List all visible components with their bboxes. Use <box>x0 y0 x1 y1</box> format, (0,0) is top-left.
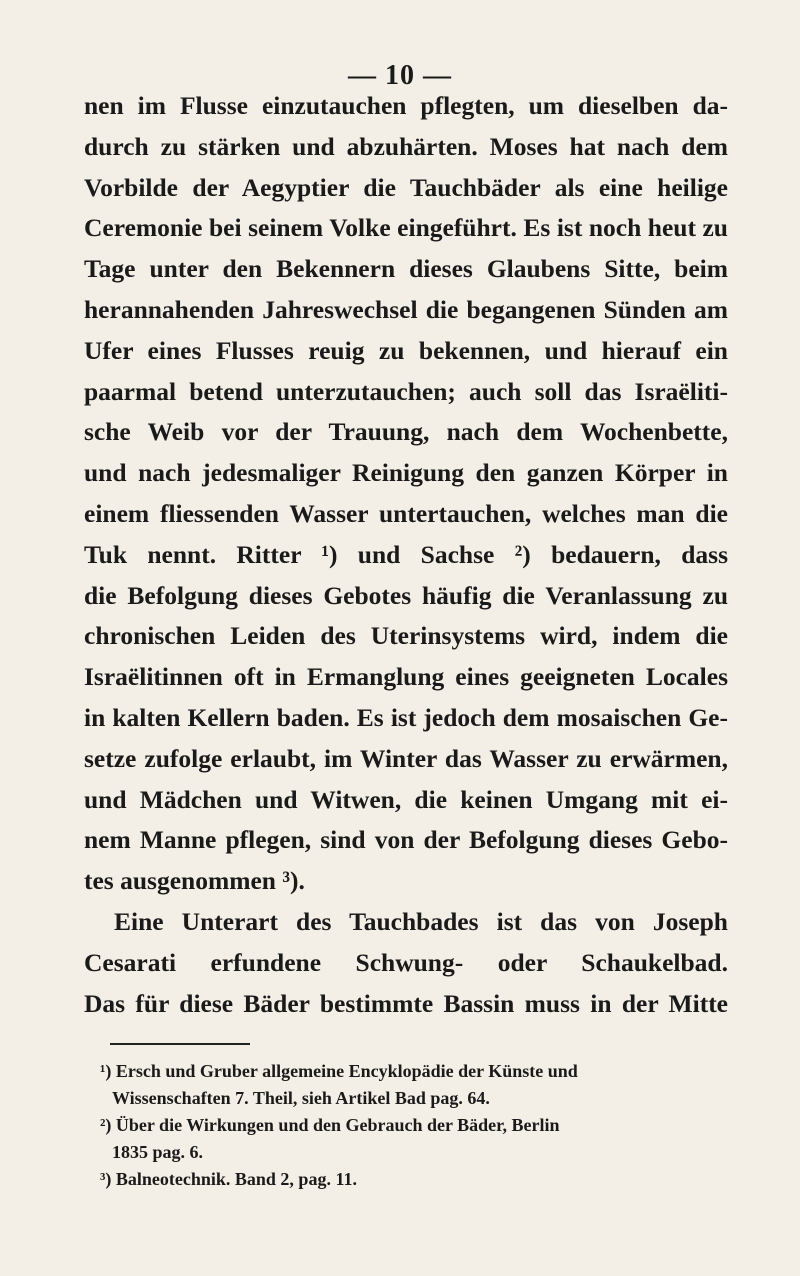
text-line: nem Manne pflegen, sind von der Befolgung dieses Gebo- <box>84 825 728 855</box>
text-line: Das für diese Bäder bestimmte Bassin muss in der Mitte <box>84 988 728 1018</box>
footnotes <box>100 1058 720 1193</box>
text-line: setze zufolge erlaubt, im Winter das Wasser zu erwärmen, <box>84 743 728 773</box>
text-line: Tage unter den Bekennern dieses Glaubens Sitte, beim <box>84 254 728 284</box>
text-line: Israëlitinnen oft in Ermanglung eines geeigneten Locales <box>84 662 728 692</box>
main-text <box>84 86 728 1024</box>
text-line: Ufer eines Flusses reuig zu bekennen, und hierauf ein <box>84 335 728 365</box>
text-line: Vorbilde der Aegyptier die Tauchbäder als eine heilige <box>84 172 728 202</box>
text-line: Ceremonie bei seinem Volke eingeführt. Es ist noch heut zu <box>84 213 728 243</box>
text-line: in kalten Kellern baden. Es ist jedoch dem mosaischen Ge- <box>84 702 728 732</box>
text-line: Cesarati erfundene Schwung- oder Schaukelbad. <box>84 947 728 977</box>
footnote-line: 1835 pag. 6. <box>112 1142 204 1162</box>
text-line: und nach jedesmaliger Reinigung den ganzen Körper in <box>84 458 728 488</box>
text-line: herannahenden Jahreswechsel die begangenen Sünden am <box>84 294 728 324</box>
text-line: durch zu stärken und abzuhärten. Moses hat nach dem <box>84 131 728 161</box>
footnote-divider <box>110 1043 250 1045</box>
text-line: nen im Flusse einzutauchen pflegten, um dieselben da- <box>84 91 728 120</box>
text-line: sche Weib vor der Trauung, nach dem Wochenbette, <box>84 417 728 447</box>
footnote-line: ³) Balneotechnik. Band 2, pag. 11. <box>100 1169 357 1189</box>
footnote-line: ¹) Ersch und Gruber allgemeine Encyklopädie der Künste und <box>100 1061 578 1081</box>
text-line: Tuk nennt. Ritter ¹) und Sachse ²) bedauern, dass <box>84 539 728 569</box>
text-line: die Befolgung dieses Gebotes häufig die Veranlassung zu <box>84 580 728 610</box>
text-line: tes ausgenommen ³). <box>84 866 305 896</box>
text-line: paarmal betend unterzutauchen; auch soll das Israëliti- <box>84 376 728 406</box>
footnote-line: Wissenschaften 7. Theil, sieh Artikel Bad pag. 64. <box>112 1088 490 1108</box>
page-number: — 10 — <box>348 60 452 91</box>
text-line: chronischen Leiden des Uterinsystems wird, indem die <box>84 621 728 651</box>
text-line: und Mädchen und Witwen, die keinen Umgang mit ei- <box>84 784 728 814</box>
text-line: Eine Unterart des Tauchbades ist das von Joseph <box>114 906 728 936</box>
footnote-line: ²) Über die Wirkungen und den Gebrauch der Bäder, Berlin <box>100 1115 560 1135</box>
text-line: einem fliessenden Wasser untertauchen, welches man die <box>84 498 728 528</box>
